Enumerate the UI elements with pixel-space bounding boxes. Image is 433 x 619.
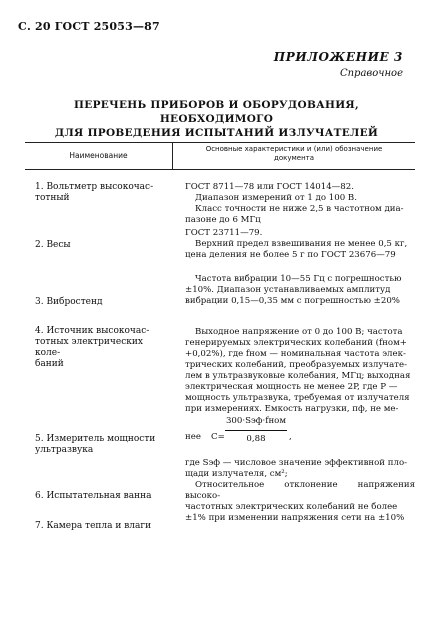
- table-header-bottom-rule: [25, 169, 415, 170]
- item-4-line-2: тотных электрических коле-: [35, 337, 143, 358]
- item-1-characteristics: [185, 182, 415, 226]
- text-line: Выходное напряжение от 0 до 100 В; частота: [195, 327, 403, 337]
- item-4-notes: [185, 458, 415, 524]
- text-line: частотных электрических колебаний не более: [185, 502, 398, 512]
- title-line-2: ДЛЯ ПРОВЕДЕНИЯ ИСПЫТАНИЙ ИЗЛУЧАТЕЛЕЙ: [54, 127, 379, 139]
- item-3-characteristics: [185, 274, 415, 307]
- text-line: Верхний предел взвешивания не менее 0,5 кг,: [195, 239, 408, 249]
- text-line: Диапазон измерений от 1 до 100 В.: [195, 193, 357, 203]
- item-1-name: [35, 182, 170, 204]
- item-5-line-1: 5. Измеритель мощности: [35, 434, 156, 444]
- text-line: +0,02%), где fном — номинальная частота элек-: [185, 349, 406, 359]
- item-7-name: [35, 521, 170, 532]
- column-header-name: Наименование: [69, 151, 128, 160]
- text-line: Частота вибрации 10—55 Гц с погрешностью: [195, 274, 402, 284]
- item-3-name: [35, 297, 170, 308]
- formula-denominator: 0,88: [246, 434, 266, 444]
- text-line: мощность ультразвука, требуемая от излучателя: [185, 393, 410, 403]
- text-line: пазоне до 6 МГц: [185, 215, 261, 225]
- item-3-line-1: 3. Вибростенд: [35, 297, 103, 307]
- formula-fraction: [225, 416, 287, 444]
- text-line: при измерениях. Емкость нагрузки, пф, не ме-: [185, 404, 399, 414]
- text-line: ±10%. Диапазон устанавливаемых амплитуд: [185, 285, 391, 295]
- item-2-line-1: 2. Весы: [35, 240, 71, 250]
- item-4-name: [35, 326, 170, 370]
- formula-prefix: нее: [185, 432, 201, 442]
- item-6-line-1: 6. Испытательная ванна: [35, 491, 152, 501]
- text-line: ГОСТ 23711—79.: [185, 228, 263, 238]
- text-line: электрическая мощность не менее 2P, где P —: [185, 382, 398, 392]
- item-6-name: [35, 491, 170, 502]
- text-line: Относительное отклонение напряжения высоко-: [185, 480, 415, 501]
- column-header-characteristics: [173, 145, 415, 163]
- formula-comma: ,: [289, 432, 292, 442]
- text-line: где Sэф — числовое значение эффективной пло-: [185, 458, 408, 468]
- item-5-name: [35, 434, 170, 456]
- title-line-1: ПЕРЕЧЕНЬ ПРИБОРОВ И ОБОРУДОВАНИЯ, НЕОБХОДИМОГО: [74, 99, 359, 125]
- text-line: ГОСТ 8711—78 или ГОСТ 14014—82.: [185, 182, 354, 192]
- item-1-line-1: 1. Вольтметр высокочас-: [35, 182, 154, 192]
- item-7-line-1: 7. Камера тепла и влаги: [35, 521, 152, 531]
- text-line: Класс точности не ниже 2,5 в частотном диа-: [195, 204, 404, 214]
- formula-lhs: C=: [211, 432, 225, 442]
- capacitance-formula: [185, 414, 415, 456]
- item-4-line-3: баний: [35, 359, 64, 369]
- text-line: лем в ультразвуковые колебания, МГц; выходная: [185, 371, 411, 381]
- formula-numerator: 300·Sэф·fном: [225, 416, 287, 426]
- item-5-line-2: ультразвука: [35, 445, 94, 455]
- item-2-name: [35, 240, 170, 251]
- item-2-characteristics: [185, 228, 415, 261]
- text-line: ±1% при изменении напряжения сети на ±10%: [185, 513, 405, 523]
- column-header-characteristics-line-2: документа: [273, 154, 315, 162]
- document-title: [20, 98, 413, 140]
- text-line: щади излучателя, см²;: [185, 469, 288, 479]
- text-line: генерируемых электрических колебаний (fном+: [185, 338, 407, 348]
- fraction-bar: [225, 430, 287, 431]
- running-head: С. 20 ГОСТ 25053—87: [18, 20, 160, 33]
- item-1-line-2: тотный: [35, 193, 70, 203]
- appendix-status: Справочное: [339, 68, 403, 79]
- table-header-top-rule: [25, 142, 415, 143]
- text-line: трических колебаний, преобразуемых излучате-: [185, 360, 407, 370]
- item-4-characteristics: [185, 327, 415, 415]
- item-4-line-1: 4. Источник высокочас-: [35, 326, 150, 336]
- appendix-block: [274, 50, 403, 79]
- column-header-characteristics-line-1: Основные характеристики и (или) обозначение: [205, 145, 383, 153]
- text-line: цена деления не более 5 г по ГОСТ 23676—79: [185, 250, 396, 260]
- text-line: вибрации 0,15—0,35 мм с погрешностью ±20%: [185, 296, 400, 306]
- appendix-label: ПРИЛОЖЕНИЕ 3: [273, 50, 403, 64]
